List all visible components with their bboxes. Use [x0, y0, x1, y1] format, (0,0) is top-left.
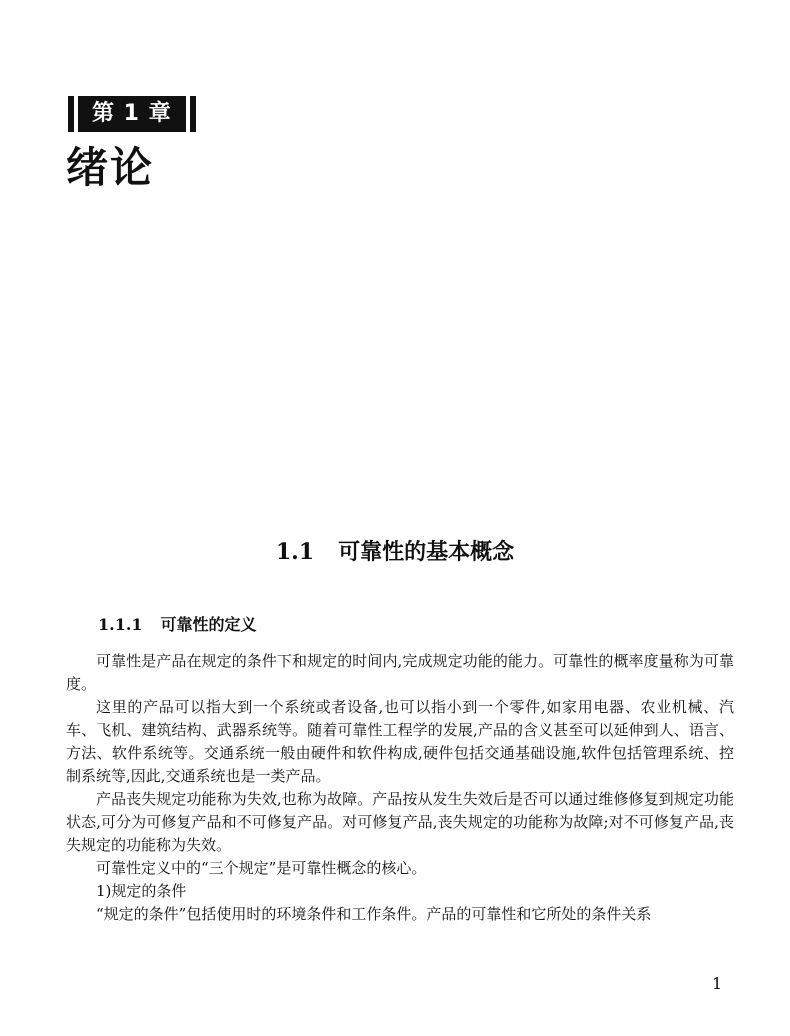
chapter-number-label: 第 1 章 [78, 96, 186, 132]
paragraph-definition: 可靠性是产品在规定的条件下和规定的时间内,完成规定功能的能力。可靠性的概率度量称为可靠度。 [66, 652, 734, 693]
badge-right-bar [190, 96, 196, 132]
section-heading [0, 536, 790, 568]
page-number: 1 [712, 974, 723, 993]
subsection-number: 1.1.1 [98, 615, 143, 634]
section-number: 1.1 [275, 539, 315, 565]
chapter-title: 绪论 [66, 143, 155, 192]
paragraph-product-scope: 这里的产品可以指大到一个系统或者设备,也可以指小到一个零件,如家用电器、农业机械、汽车、飞机、建筑结构、武器系统等。随着可靠性工程学的发展,产品的含义甚至可以延伸到人、语言、方法、软件系统等。交通系统一般由硬件和软件构成,硬件包括交通基础设施,软件包括管理系统、控制系统等,因此,交通系统也是一类产品。 [66, 698, 734, 785]
list-item-specified-conditions: 1)规定的条件 [96, 882, 187, 900]
section-title: 可靠性的基本概念 [338, 539, 515, 565]
subsection-heading [98, 613, 257, 637]
paragraph-failure: 产品丧失规定功能称为失效,也称为故障。产品按从发生失效后是否可以通过维修修复到规定功能状态,可分为可修复产品和不可修复产品。对可修复产品,丧失规定的功能称为故障;对不可修复产品,丧失规定的功能称为失效。 [66, 790, 734, 854]
body-text [66, 650, 734, 926]
paragraph-specified-conditions: “规定的条件”包括使用时的环境条件和工作条件。产品的可靠性和它所处的条件关系 [96, 905, 652, 923]
chapter-badge [68, 96, 196, 132]
subsection-title: 可靠性的定义 [160, 615, 257, 634]
paragraph-three-specifications: 可靠性定义中的“三个规定”是可靠性概念的核心。 [96, 859, 427, 877]
